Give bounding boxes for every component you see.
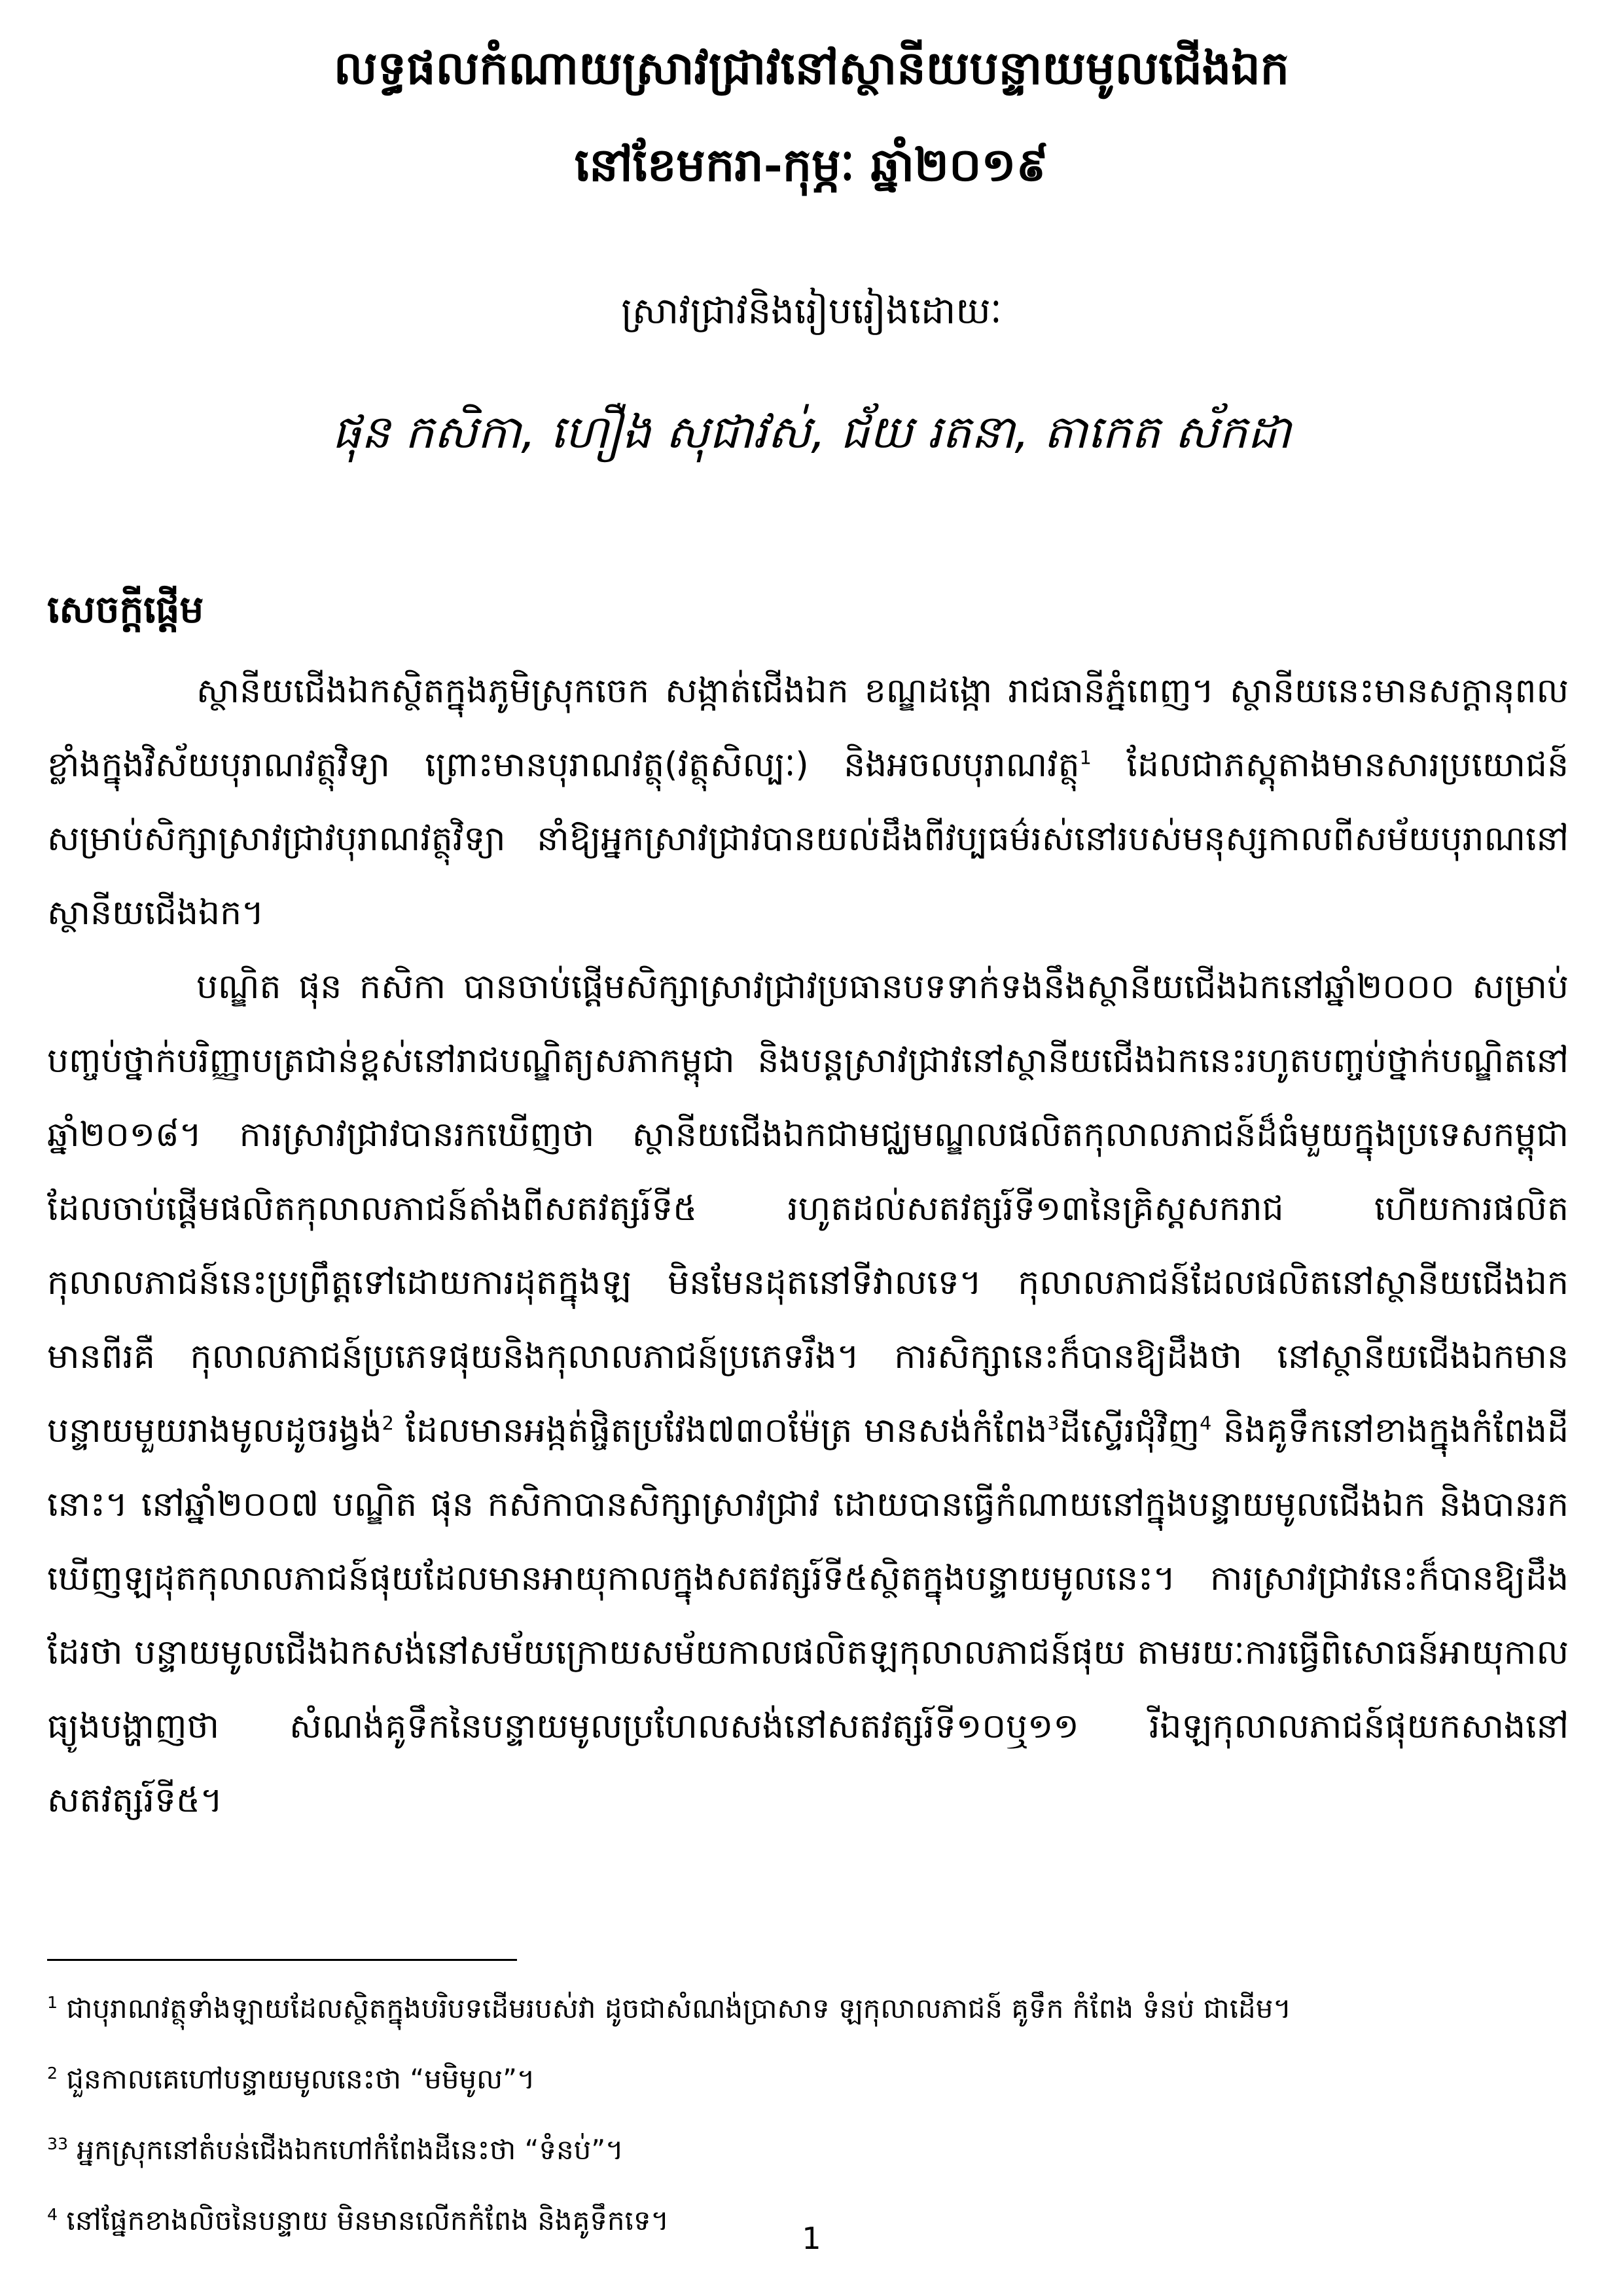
title-line-1: លទ្ធផលកំណាយស្រាវជ្រាវនៅស្ថានីយបន្ទាយមូលជើងឯក: [333, 41, 1290, 95]
footnote: [47, 1973, 1569, 2044]
byline-label: ស្រាវជ្រាវនិងរៀបរៀងដោយៈ: [621, 290, 1002, 332]
title-line-2: នៅខែមករា-កុម្ភៈ ឆ្នាំ២០១៩: [574, 137, 1049, 192]
footnote-ref-2: 2: [382, 1412, 394, 1435]
body-text: [47, 655, 1569, 1838]
p2-text-a: បណ្ឌិត ផុន កសិកា បានចាប់ផ្តើមសិក្សាស្រាវជ្រាវប្រធានបទទាក់ទងនឹងស្ថានីយជើងឯកនៅឆ្នាំ២០០០ សម្រាប់បញ្ចប់ថ្នាក់បរិញ្ញាបត្រជាន់ខ្ពស់នៅរាជបណ្ឌិត្យសភាកម្ពុជា និងបន្តស្រាវជ្រាវនៅស្ថានីយជើងឯកនេះរហូតបញ្ចប់ថ្នាក់បណ្ឌិតនៅឆ្នាំ២០១៨។ ការស្រាវជ្រាវបានរកឃើញថា ស្ថានីយជើងឯកជាមជ្ឈមណ្ឌលផលិតកុលាលភាជន៍ដ៏ធំមួយក្នុងប្រទេសកម្ពុជា ដែលចាប់ផ្តើមផលិតកុលាលភាជន៍តាំងពីសតវត្សរ៍ទី៥ រហូតដល់សតវត្សរ៍ទី១៣នៃគ្រិស្តសករាជ ហើយការផលិតកុលាលភាជន៍នេះប្រព្រឹត្តទៅដោយការដុតក្នុងឡ មិនមែនដុតនៅទីវាលទេ។ កុលាលភាជន៍ដែលផលិតនៅស្ថានីយជើងឯកមានពីរគឺ កុលាលភាជន៍ប្រភេទផុយនិងកុលាលភាជន៍ប្រភេទរឹង។ ការសិក្សានេះក៏បានឱ្យដឹងថា នៅស្ថានីយជើងឯកមានបន្ទាយមួយរាងមូលដូចរង្វង់: [47, 967, 1569, 1450]
p2-text-c: ដីស្ទើរជុំវិញ: [1059, 1411, 1200, 1450]
p2-text-d: និងគូទឹកនៅខាងក្នុងកំពែងដីនោះ។ នៅឆ្នាំ២០០៧ បណ្ឌិត ផុន កសិកាបានសិក្សាស្រាវជ្រាវ ដោយបានធ្វើកំណាយនៅក្នុងបន្ទាយមូលជើងឯក និងបានរកឃើញឡដុតកុលាលភាជន៍ផុយដែលមានអាយុកាលក្នុងសតវត្សរ៍ទី៥ស្ថិតក្នុងបន្ទាយមូលនេះ។ ការស្រាវជ្រាវនេះក៏បានឱ្យដឹងដែរថា បន្ទាយមូលជើងឯកសង់នៅសម័យក្រោយសម័យកាលផលិតឡកុលាលភាជន៍ផុយ តាមរយៈការធ្វើពិសោធន៍អាយុកាលធ្យូងបង្ហាញថា សំណង់គូទឹកនៃបន្ទាយមូលប្រហែលសង់នៅសតវត្សរ៍ទី១០ឬ១១ រីឯឡកុលាលភាជន៍ផុយកសាងនៅសតវត្សរ៍ទី៥។: [47, 1411, 1569, 1820]
footnote: [47, 2115, 1569, 2185]
authors: ផុន កសិកា, ហឿង សុជាវស់, ជ័យ រតនា, តាកេត ស័កដា: [332, 405, 1291, 459]
footnote-mark: 1: [47, 1993, 58, 2012]
footnote: [47, 2044, 1569, 2115]
footnote-mark: 2: [47, 2064, 58, 2083]
paragraph-1: [47, 655, 1569, 950]
footnote-text: អ្នកស្រុកនៅតំបន់ជើងឯកហៅកំពែងដីនេះថា “ទំនប់”។: [68, 2134, 624, 2166]
p1-text-a: ស្ថានីយជើងឯកស្ថិតក្នុងភូមិស្រុកចេក សង្កាត់ជើងឯក ខណ្ឌដង្កោ រាជធានីភ្នំពេញ។ ស្ថានីយនេះមានសក្តានុពលខ្លាំងក្នុងវិស័យបុរាណវត្ថុវិទ្យា ព្រោះមានបុរាណវត្ថុ(វត្ថុសិល្បៈ) និងអចលបុរាណវត្ថុ: [47, 672, 1569, 785]
footnote-text: នៅផ្នែកខាងលិចនៃបន្ទាយ មិនមានលើកកំពែង និងគូទឹកទេ។: [58, 2204, 669, 2236]
p2-text-b: ដែលមានអង្កត់ផ្ចិតប្រវែង៧៣០ម៉ែត្រ មានសង់កំពែង: [393, 1411, 1048, 1450]
footnote-text: ជួនកាលគេហៅបន្ទាយមូលនេះថា “មមិមូល”។: [58, 2063, 535, 2095]
footnote-mark: 33: [47, 2134, 69, 2153]
footnotes: [47, 1973, 1569, 2256]
footnote-text: ជាបុរាណវត្ថុទាំងឡាយដែលស្ថិតក្នុងបរិបទដើមរបស់វា ដូចជាសំណង់ប្រាសាទ ឡកុលាលភាជន៍ គូទឹក កំពែង ទំនប់ ជាដើម។: [58, 1992, 1292, 2024]
section-heading: សេចក្តីផ្តើម: [47, 587, 204, 632]
paragraph-2: [47, 950, 1569, 1838]
p1-text-b: ដែលជាភស្តុតាងមានសារប្រយោជន៍សម្រាប់សិក្សាស្រាវជ្រាវបុរាណវត្ថុវិទ្យា នាំឱ្យអ្នកស្រាវជ្រាវបានយល់ដឹងពីវប្បធម៌រស់នៅរបស់មនុស្សកាលពីសម័យបុរាណនៅស្ថានីយជើងឯក។: [47, 745, 1569, 933]
footnote-ref-3: 3: [1047, 1412, 1060, 1435]
footnote-mark: 4: [47, 2205, 58, 2224]
footnote-separator: [47, 1959, 517, 1961]
page-number: 1: [802, 2221, 821, 2256]
footnote-ref-4: 4: [1200, 1412, 1212, 1435]
footnote-ref-1: 1: [1079, 746, 1092, 769]
